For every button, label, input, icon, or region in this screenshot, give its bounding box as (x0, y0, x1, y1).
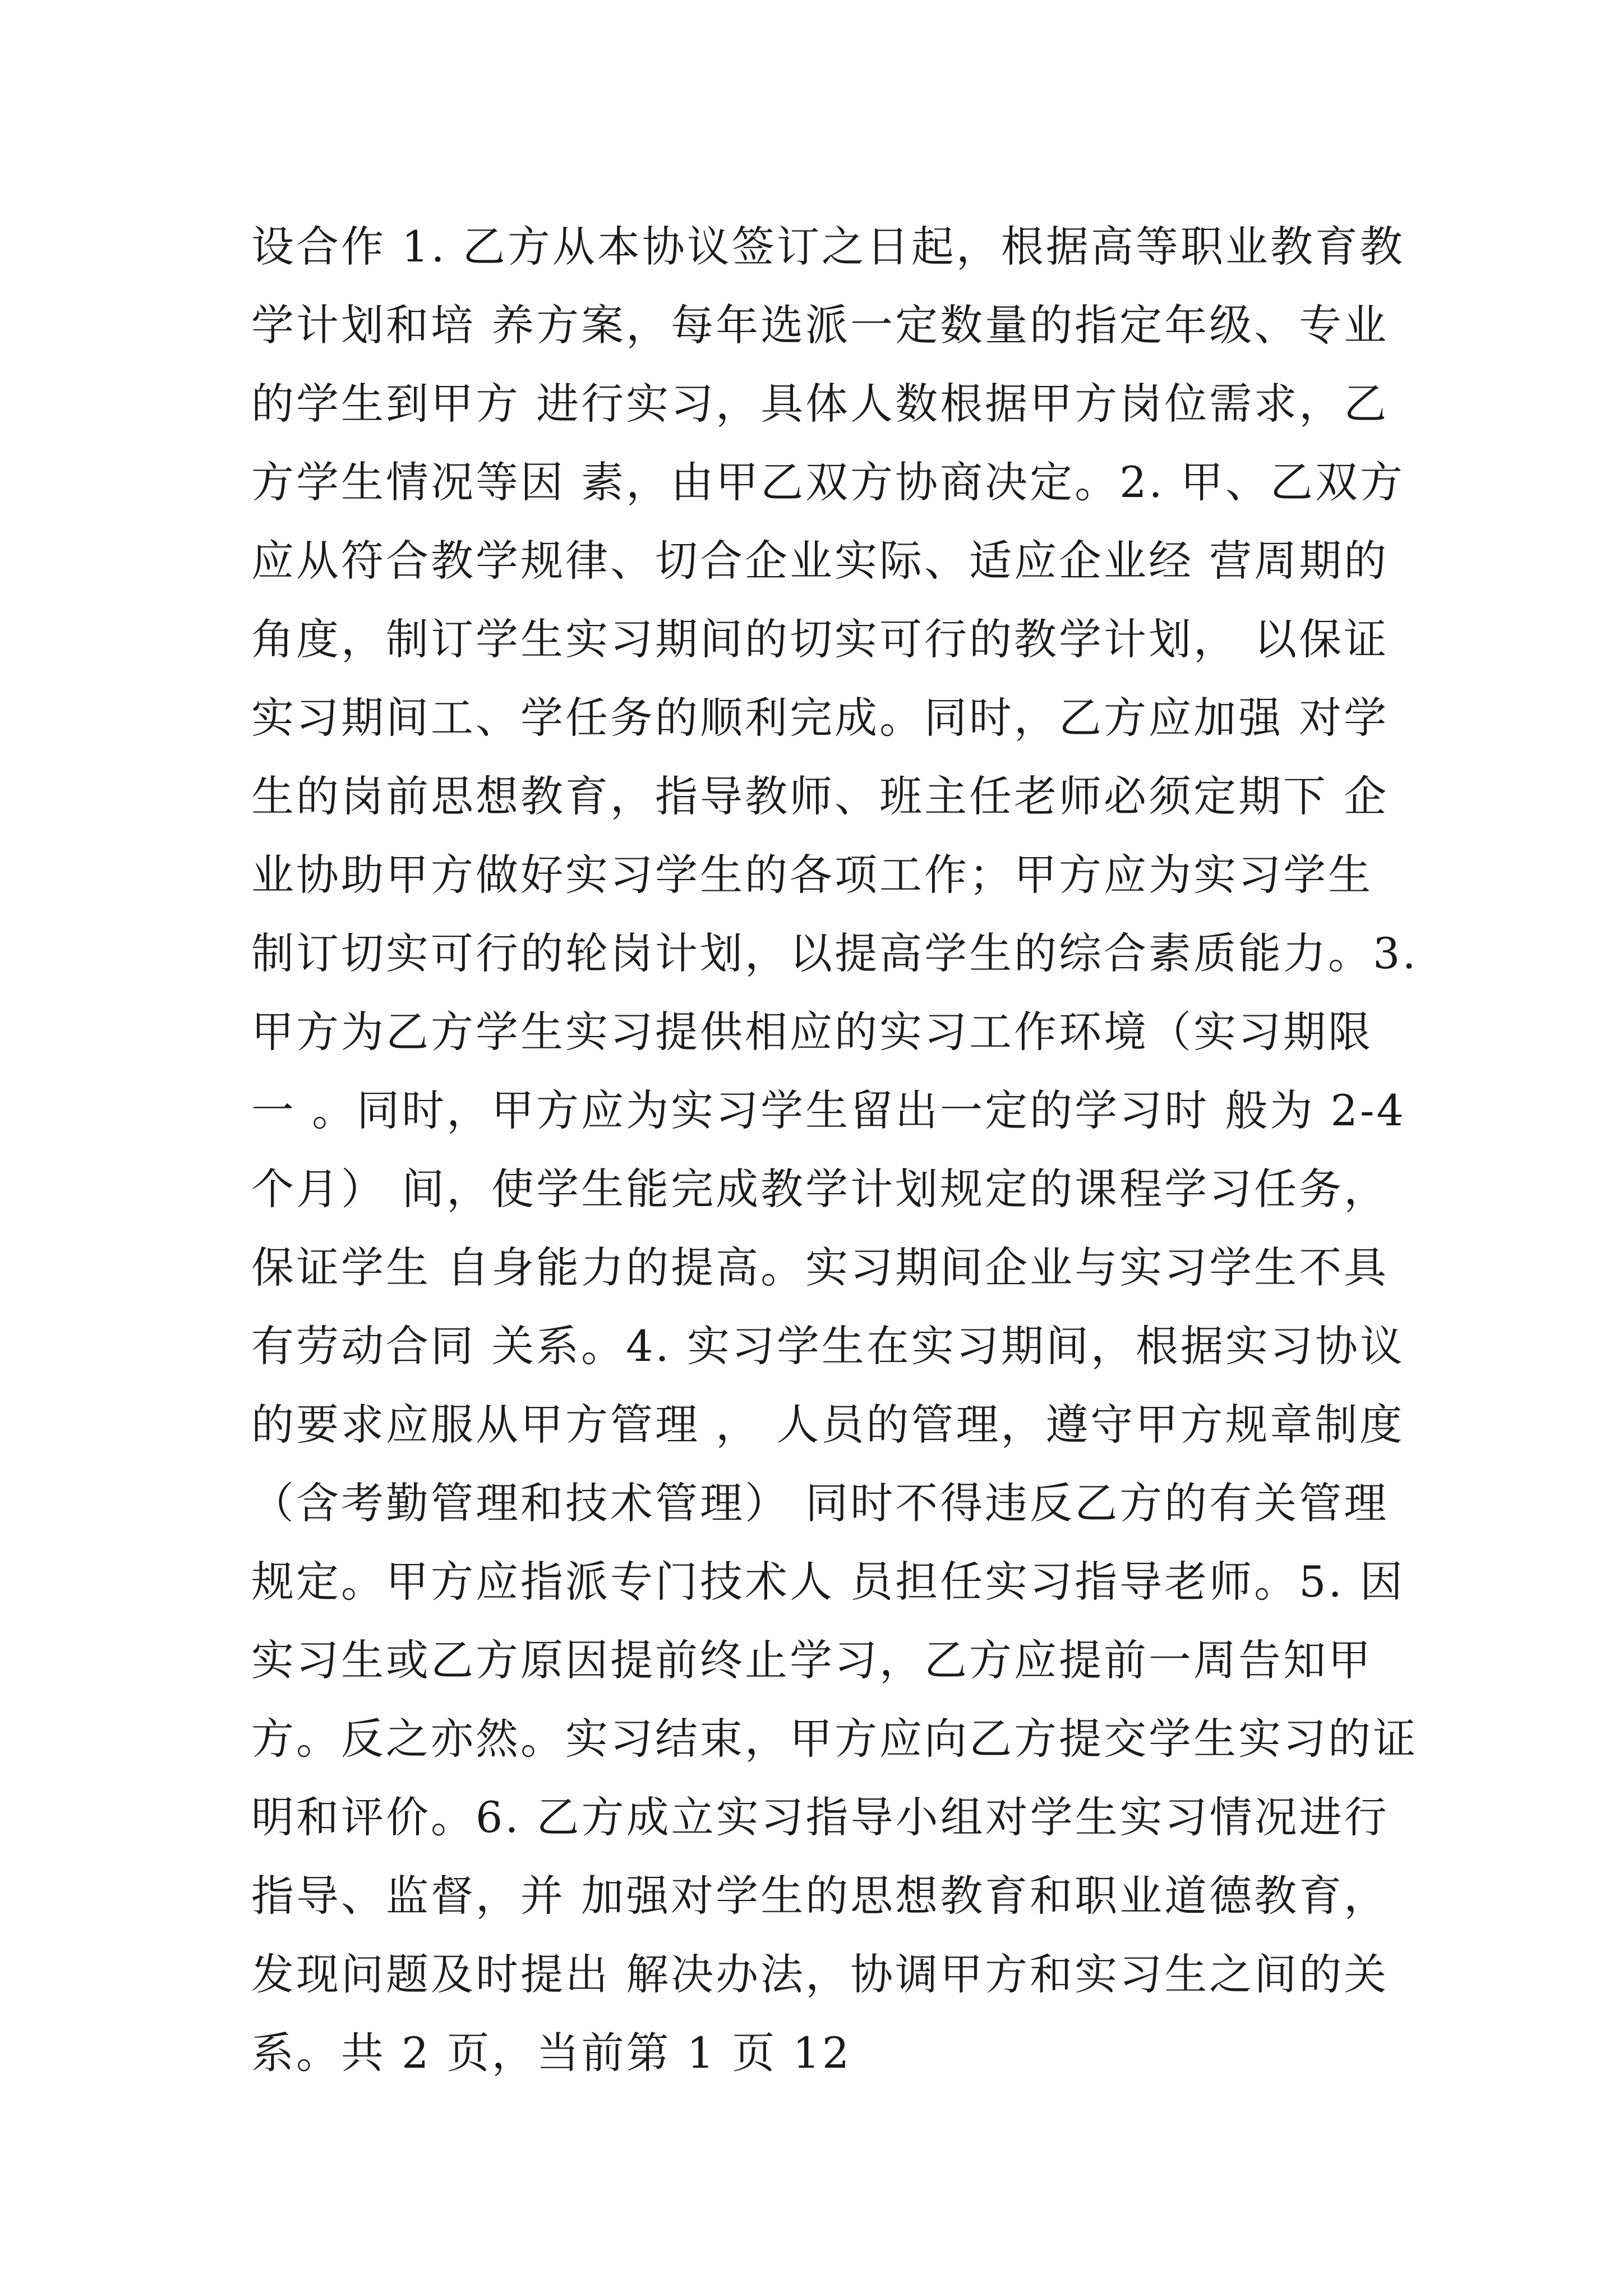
text-line: （含考勤管理和技术管理） 同时不得违反乙方的有关管理 (251, 1478, 1389, 1528)
text-line: 明和评价。6. 乙方成立实习指导小组对学生实习情况进行 (251, 1792, 1389, 1842)
text-line: 制订切实可行的轮岗计划，以提高学生的综合素质能力。3. (251, 928, 1418, 978)
text-line: 应从符合教学规律、切合企业实际、适应企业经 营周期的 (251, 536, 1389, 586)
text-line: 发现问题及时提出 解决办法，协调甲方和实习生之间的关 (251, 1949, 1389, 1999)
text-line: 实习生或乙方原因提前终止学习，乙方应提前一周告知甲 (251, 1635, 1373, 1685)
text-line: 一 。同时，甲方应为实习学生留出一定的学习时 般为 2-4 (251, 1085, 1406, 1135)
text-line: 业协助甲方做好实习学生的各项工作；甲方应为实习学生 (251, 850, 1373, 900)
page-footer-line: 系。共 2 页，当前第 1 页 12 (251, 2028, 852, 2078)
text-line: 的学生到甲方 进行实习，具体人数根据甲方岗位需求，乙 (251, 379, 1389, 429)
text-line: 规定。甲方应指派专门技术人 员担任实习指导老师。5. 因 (251, 1557, 1405, 1607)
text-line: 甲方为乙方学生实习提供相应的实习工作环境（实习期限 (251, 1007, 1373, 1057)
text-line: 有劳动合同 关系。4. 实习学生在实习期间，根据实习协议 (251, 1321, 1405, 1371)
text-line: 学计划和培 养方案，每年选派一定数量的指定年级、专业 (251, 300, 1389, 350)
text-line: 生的岗前思想教育，指导教师、班主任老师必须定期下 企 (251, 771, 1389, 821)
text-line: 方。反之亦然。实习结束，甲方应向乙方提交学生实习的证 (251, 1714, 1418, 1764)
text-line: 的要求应服从甲方管理 ， 人员的管理，遵守甲方规章制度 (251, 1400, 1405, 1450)
text-line: 方学生情况等因 素，由甲乙双方协商决定。2. 甲、乙双方 (251, 457, 1405, 507)
text-line: 设合作 1. 乙方从本协议签订之日起，根据高等职业教育教 (251, 222, 1405, 272)
text-line: 指导、监督，并 加强对学生的思想教育和职业道德教育， (251, 1871, 1389, 1921)
body-text (251, 208, 1418, 2092)
text-line: 保证学生 自身能力的提高。实习期间企业与实习学生不具 (251, 1243, 1389, 1292)
text-line: 角度，制订学生实习期间的切实可行的教学计划， 以保证 (251, 614, 1389, 664)
text-line: 个月） 间，使学生能完成教学计划规定的课程学习任务， (251, 1164, 1389, 1214)
text-line: 实习期间工、学任务的顺利完成。同时，乙方应加强 对学 (251, 693, 1389, 743)
